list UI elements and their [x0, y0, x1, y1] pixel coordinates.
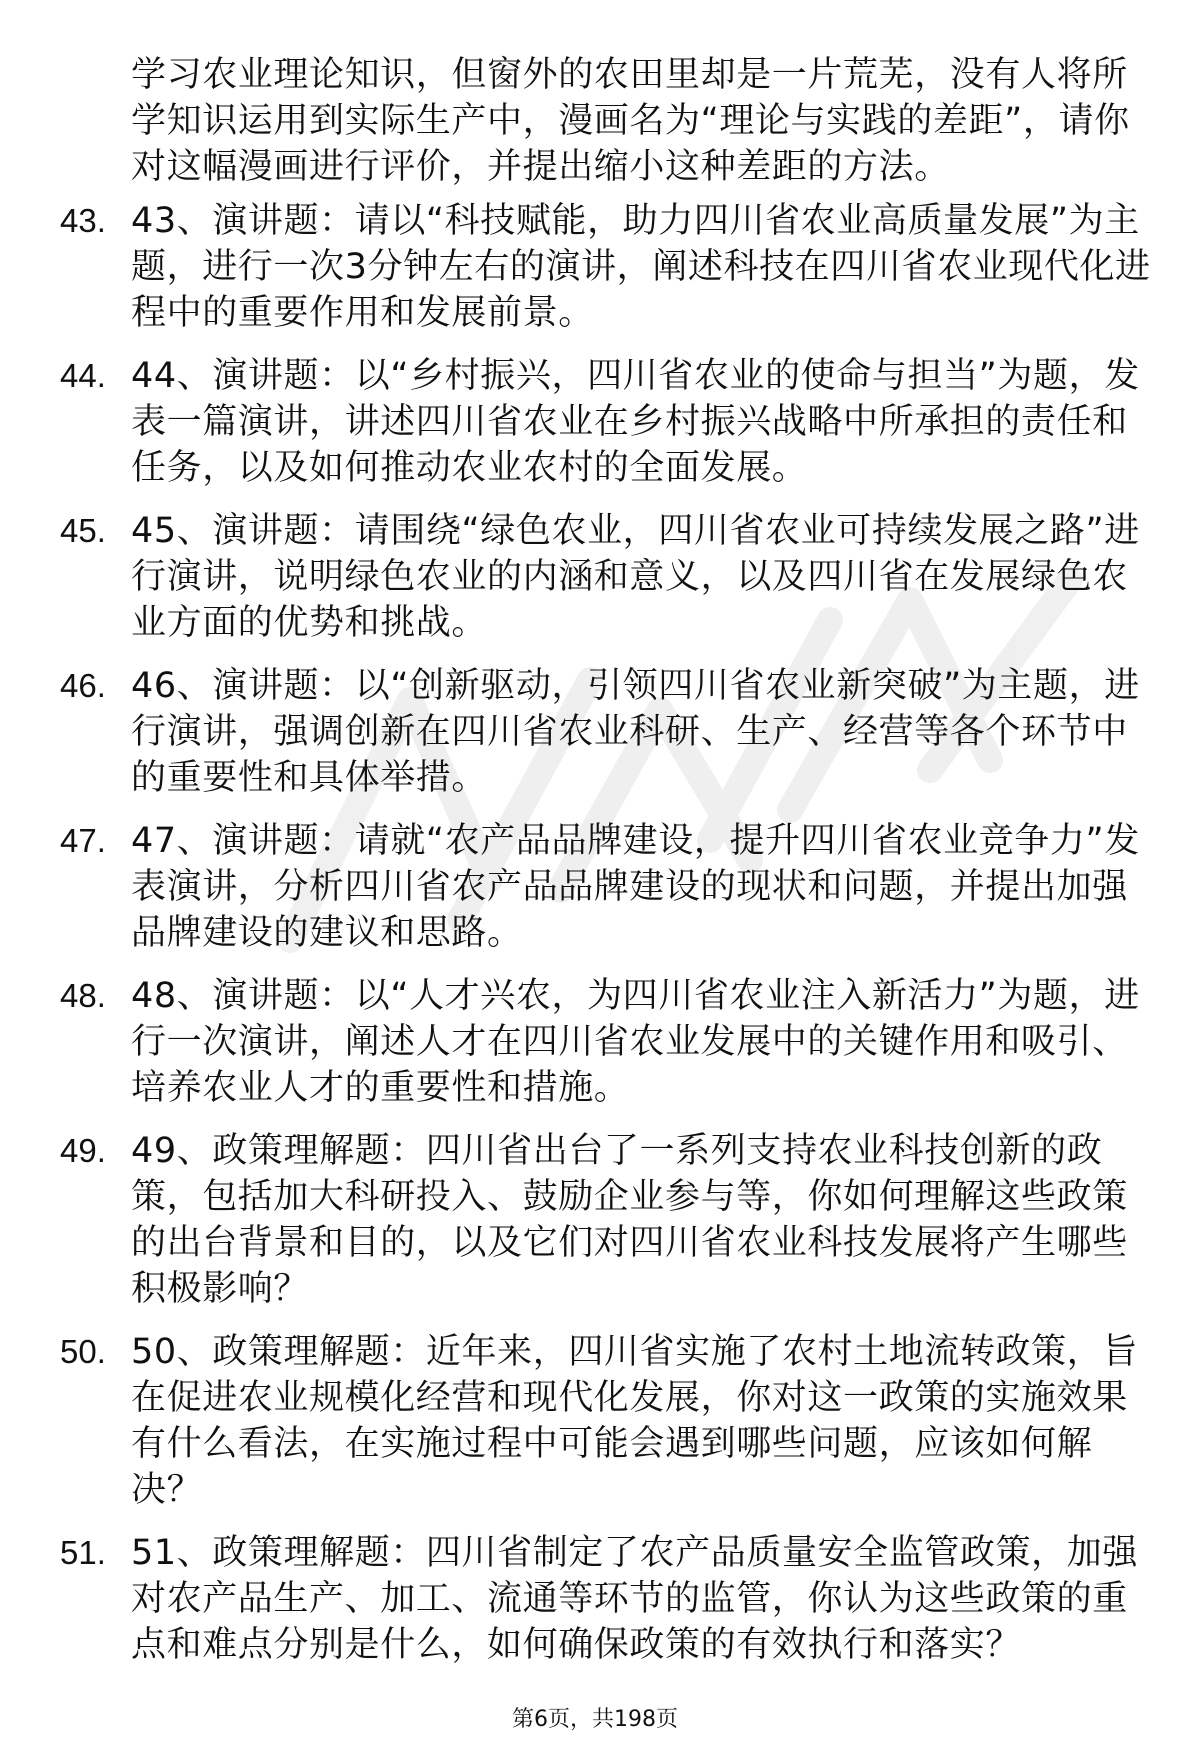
- list-item-number: 48.: [60, 977, 106, 1014]
- list-item: [0, 818, 1190, 956]
- list-item-text: 45、演讲题：请围绕“绿色农业，四川省农业可持续发展之路”进 行演讲，说明绿色农业的内涵和意义，以及四川省在发展绿色农 业方面的优势和挑战。: [131, 511, 1140, 643]
- list-item-number: 47.: [60, 822, 106, 859]
- list-item: [0, 973, 1190, 1111]
- continued-question-text: 学习农业理论知识，但窗外的农田里却是一片荒芜，没有人将所 学知识运用到实际生产中，漫画名为“理论与实践的差距”，请你 对这幅漫画进行评价，并提出缩小这种差距的方法。: [131, 55, 1130, 187]
- list-item: [0, 508, 1190, 646]
- list-item-number: 49.: [60, 1132, 106, 1169]
- page-number: 第6页，共198页: [512, 1707, 678, 1732]
- list-item: [0, 1329, 1190, 1513]
- list-item-text: 51、政策理解题：四川省制定了农产品质量安全监管政策，加强 对农产品生产、加工、流通等环节的监管，你认为这些政策的重 点和难点分别是什么，如何确保政策的有效执行和落实？: [131, 1533, 1138, 1665]
- question-list: [0, 198, 1190, 1685]
- list-item-number: 50.: [60, 1333, 106, 1370]
- list-item-number: 45.: [60, 512, 106, 549]
- list-item-text: 49、政策理解题：四川省出台了一系列支持农业科技创新的政 策，包括加大科研投入、鼓励企业参与等，你如何理解这些政策 的出台背景和目的，以及它们对四川省农业科技发展将产生哪些 积极影响？: [131, 1131, 1128, 1309]
- list-item: [0, 663, 1190, 801]
- list-item-text: 48、演讲题：以“人才兴农，为四川省农业注入新活力”为题，进 行一次演讲，阐述人才在四川省农业发展中的关键作用和吸引、 培养农业人才的重要性和措施。: [131, 976, 1140, 1108]
- list-item-number: 43.: [60, 202, 106, 239]
- list-item-number: 46.: [60, 667, 106, 704]
- list-item-text: 44、演讲题：以“乡村振兴，四川省农业的使命与担当”为题，发 表一篇演讲，讲述四川省农业在乡村振兴战略中所承担的责任和 任务，以及如何推动农业农村的全面发展。: [131, 356, 1140, 488]
- list-item: [0, 353, 1190, 491]
- list-item-text: 43、演讲题：请以“科技赋能，助力四川省农业高质量发展”为主 题，进行一次3分钟左右的演讲，阐述科技在四川省农业现代化进 程中的重要作用和发展前景。: [131, 201, 1151, 333]
- list-item-text: 47、演讲题：请就“农产品品牌建设，提升四川省农业竞争力”发 表演讲，分析四川省农产品品牌建设的现状和问题，并提出加强 品牌建设的建议和思路。: [131, 821, 1140, 953]
- list-item-text: 50、政策理解题：近年来，四川省实施了农村土地流转政策，旨 在促进农业规模化经营和现代化发展，你对这一政策的实施效果 有什么看法，在实施过程中可能会遇到哪些问题，应该如何解 决？: [131, 1332, 1138, 1510]
- list-item-number: 51.: [60, 1534, 106, 1571]
- list-item-text: 46、演讲题：以“创新驱动，引领四川省农业新突破”为主题，进 行演讲，强调创新在四川省农业科研、生产、经营等各个环节中 的重要性和具体举措。: [131, 666, 1140, 798]
- list-item: [0, 198, 1190, 336]
- list-item: [0, 1128, 1190, 1312]
- list-item: [0, 1530, 1190, 1668]
- list-item-number: 44.: [60, 357, 106, 394]
